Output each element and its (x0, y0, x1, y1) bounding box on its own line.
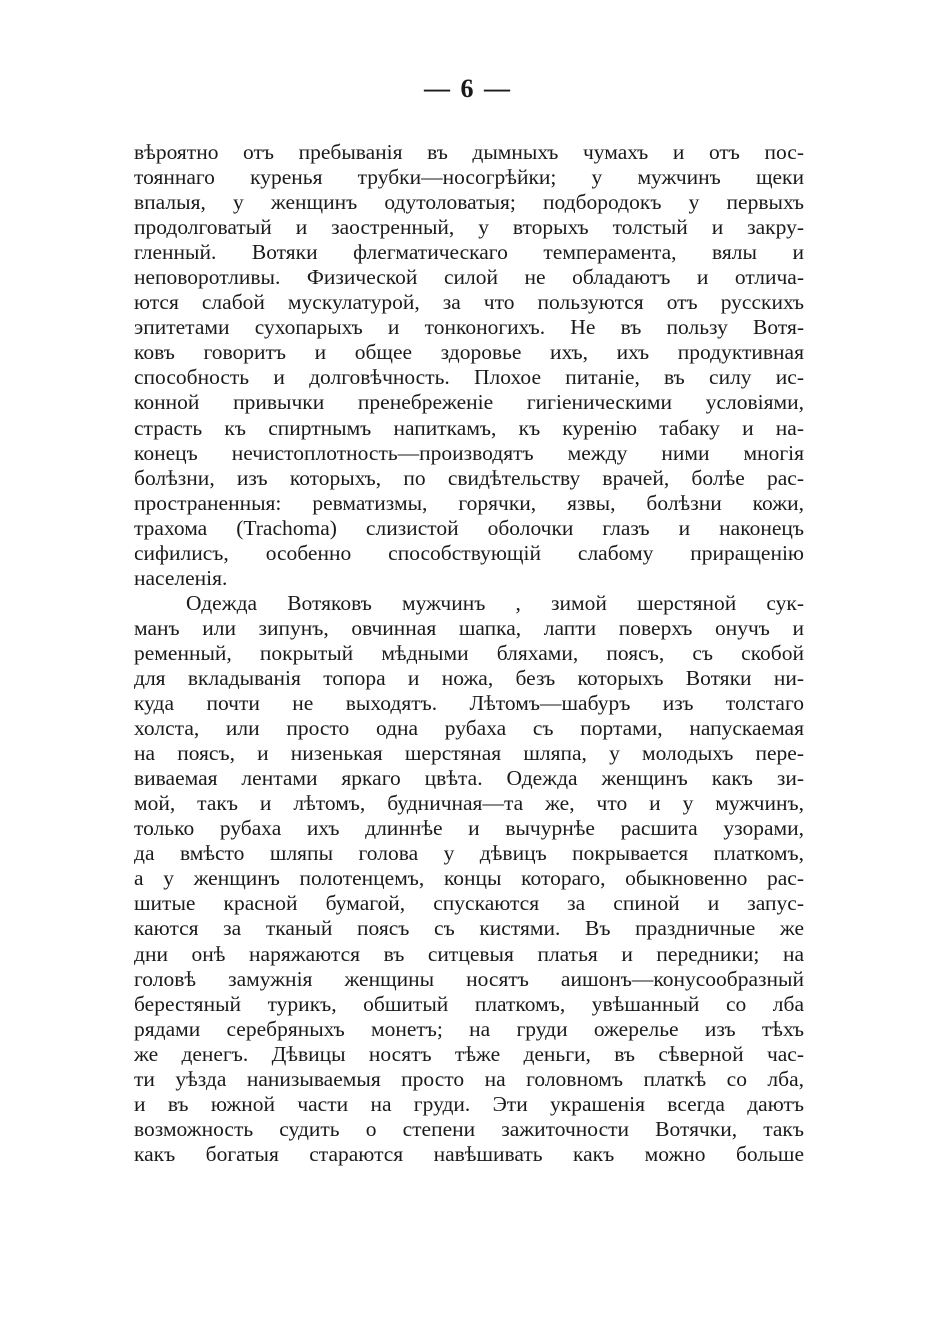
text-line: холста, или просто одна рубаха съ портами, напускаемая (134, 716, 804, 741)
text-line: куда почти не выходятъ. Лѣтомъ—шабуръ изъ толстаго (134, 691, 804, 716)
text-line: способность и долговѣчность. Плохое питаніе, въ силу ис- (134, 365, 804, 390)
text-line: ются слабой мускулатурой, за что пользуются отъ русскихъ (134, 290, 804, 315)
text-line: виваемая лентами яркаго цвѣта. Одежда женщинъ какъ зи- (134, 766, 804, 791)
text-line: ти уѣзда нанизываемыя просто на головномъ платкѣ со лба, (134, 1066, 804, 1091)
text-line: неповоротливы. Физической силой не обладаютъ и отлича- (134, 265, 804, 290)
text-line: тояннаго куренья трубки—носогрѣйки; у мужчинъ щеки (134, 165, 804, 190)
text-line: головѣ замужнія женщины носятъ аишонъ—конусообразный (134, 966, 804, 991)
text-line: возможность судить о степени зажиточности Вотячки, такъ (134, 1116, 804, 1141)
body-text (134, 140, 804, 1167)
paragraph-health (134, 140, 804, 591)
text-line: страсть къ спиртнымъ напиткамъ, къ куренію табаку и на- (134, 415, 804, 440)
text-line: шитые красной бумагой, спускаются за спиной и запус- (134, 891, 804, 916)
text-line: дни онѣ наряжаются въ ситцевыя платья и передники; на (134, 941, 804, 966)
text-line: Одежда Вотяковъ мужчинъ , зимой шерстяной сук- (186, 590, 804, 615)
text-line: населенія. (134, 565, 228, 590)
text-line: ковъ говоритъ и общее здоровье ихъ, ихъ продуктивная (134, 340, 804, 365)
text-line: какъ богатыя стараются навѣшивать какъ можно больше (134, 1141, 804, 1166)
text-line: только рубаха ихъ длиннѣе и вычурнѣе расшита узорами, (134, 816, 804, 841)
paragraph-clothing (134, 591, 804, 1167)
text-line: мой, такъ и лѣтомъ, будничная—та же, что и у мужчинъ, (134, 791, 804, 816)
text-line: пространенныя: ревматизмы, горячки, язвы, болѣзни кожи, (134, 490, 804, 515)
text-line: вѣроятно отъ пребыванія въ дымныхъ чумахъ и отъ пос- (134, 140, 804, 164)
text-line: для вкладыванія топора и ножа, безъ которыхъ Вотяки ни- (134, 665, 804, 690)
text-line: да вмѣсто шляпы голова у дѣвицъ покрывается платкомъ, (134, 841, 804, 866)
text-line: продолговатый и заостренный, у вторыхъ толстый и закру- (134, 215, 804, 240)
text-line: трахома (Trachoma) слизистой оболочки глазъ и наконецъ (134, 515, 804, 540)
text-line: на поясъ, и низенькая шерстяная шляпа, у молодыхъ пере- (134, 741, 804, 766)
text-line: берестяный турикъ, обшитый платкомъ, увѣшанный со лба (134, 991, 804, 1016)
text-line: же денегъ. Дѣвицы носятъ тѣже деньги, въ сѣверной час- (134, 1041, 804, 1066)
text-line: гленный. Вотяки флегматическаго темперамента, вялы и (134, 240, 804, 265)
text-line: рядами серебряныхъ монетъ; на груди ожерелье изъ тѣхъ (134, 1016, 804, 1041)
page-number: — 6 — (424, 74, 512, 103)
text-line: сифилисъ, особенно способствующій слабому приращенію (134, 540, 804, 565)
text-line: эпитетами сухопарыхъ и тонконогихъ. Не въ пользу Вотя- (134, 315, 804, 340)
text-line: каются за тканый поясъ съ кистями. Въ праздничные же (134, 916, 804, 941)
text-line: впалыя, у женщинъ одутоловатыя; подбородокъ у первыхъ (134, 190, 804, 215)
text-line: а у женщинъ полотенцемъ, концы котораго, обыкновенно рас- (134, 866, 804, 891)
text-line: конецъ нечистоплотность—производятъ между ними многія (134, 440, 804, 465)
text-line: болѣзни, изъ которыхъ, по свидѣтельству врачей, болѣе рас- (134, 465, 804, 490)
text-line: ременный, покрытый мѣдными бляхами, поясъ, съ скобой (134, 640, 804, 665)
text-line: манъ или зипунъ, овчинная шапка, лапти поверхъ онучъ и (134, 615, 804, 640)
text-line: конной привычки пренебреженіе гигіеническими условіями, (134, 390, 804, 415)
text-line: и въ южной части на груди. Эти украшенія всегда даютъ (134, 1091, 804, 1116)
